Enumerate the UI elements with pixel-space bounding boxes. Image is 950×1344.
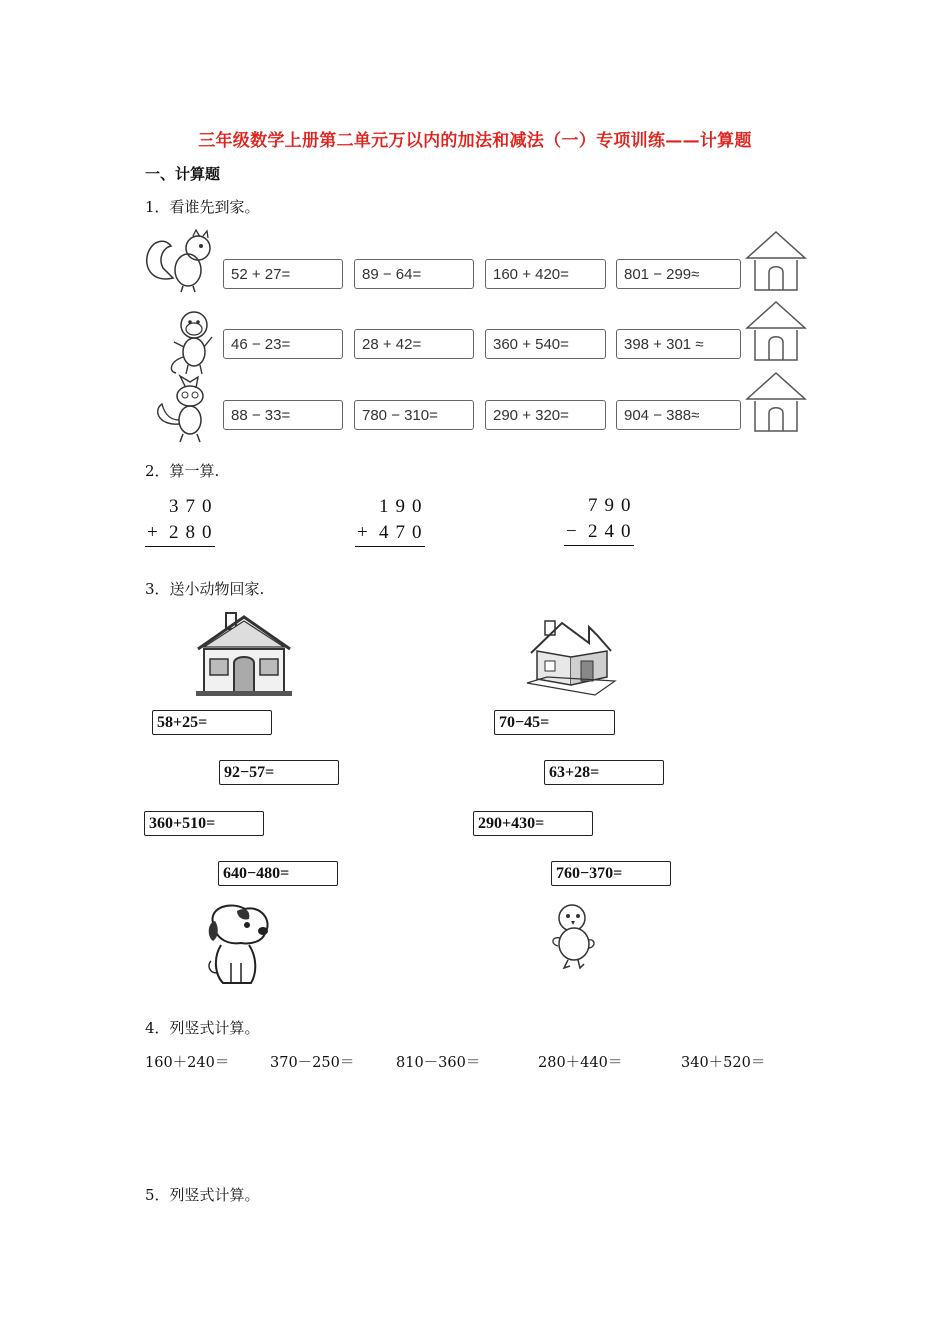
- expression-box[interactable]: 360+510=: [144, 811, 264, 836]
- calc-item: 340＋520＝: [681, 1055, 766, 1071]
- section-heading: 一、计算题: [145, 165, 221, 183]
- question-4-label: 4．列竖式计算。: [145, 1019, 260, 1037]
- bottom-number: 240: [588, 521, 638, 542]
- house-icon: [745, 371, 807, 433]
- answer-line: [355, 546, 425, 547]
- operator: +: [357, 522, 375, 543]
- expression-box[interactable]: 904 − 388≈: [616, 400, 741, 430]
- operator: +: [147, 522, 165, 543]
- expression-box[interactable]: 70−45=: [494, 710, 615, 735]
- top-number: 370: [169, 496, 219, 517]
- monkey-icon: [164, 307, 219, 377]
- fox-icon: [150, 376, 218, 444]
- operator: −: [566, 521, 584, 542]
- vertical-problem: [145, 496, 220, 548]
- expression-box[interactable]: 46 − 23=: [223, 329, 343, 359]
- question-2-label: 2．算一算.: [145, 462, 220, 480]
- expression-box[interactable]: 92−57=: [219, 760, 339, 785]
- expression-box[interactable]: 801 − 299≈: [616, 259, 741, 289]
- question-5-label: 5．列竖式计算。: [145, 1186, 260, 1204]
- top-number: 790: [588, 495, 638, 516]
- expression-box[interactable]: 780 − 310=: [354, 400, 474, 430]
- expression-box[interactable]: 290+430=: [473, 811, 593, 836]
- top-number: 190: [379, 496, 429, 517]
- answer-line: [564, 545, 634, 546]
- calc-item: 280＋440＝: [538, 1055, 623, 1071]
- vertical-problem: [355, 496, 430, 548]
- dog-icon: [203, 903, 273, 987]
- calc-item: 810－360＝: [396, 1055, 481, 1071]
- expression-box[interactable]: 290 + 320=: [485, 400, 606, 430]
- chick-icon: [548, 900, 598, 970]
- answer-line: [145, 546, 215, 547]
- expression-box[interactable]: 88 − 33=: [223, 400, 343, 430]
- bottom-number: 470: [379, 522, 429, 543]
- expression-box[interactable]: 760−370=: [551, 861, 671, 886]
- expression-box[interactable]: 52 + 27=: [223, 259, 343, 289]
- expression-box[interactable]: 360 + 540=: [485, 329, 606, 359]
- expression-box[interactable]: 63+28=: [544, 760, 664, 785]
- page-title: 三年级数学上册第二单元万以内的加法和减法（一）专项训练——计算题: [198, 131, 752, 151]
- expression-box[interactable]: 640−480=: [218, 861, 338, 886]
- expression-box[interactable]: 28 + 42=: [354, 329, 474, 359]
- squirrel-icon: [143, 228, 218, 294]
- bottom-number: 280: [169, 522, 219, 543]
- house-icon: [196, 611, 292, 697]
- house-icon: [745, 230, 807, 292]
- question-3-label: 3．送小动物回家.: [145, 580, 265, 598]
- calc-item: 160＋240＝: [145, 1055, 230, 1071]
- expression-box[interactable]: 58+25=: [152, 710, 272, 735]
- expression-box[interactable]: 89 − 64=: [354, 259, 474, 289]
- vertical-problem: [564, 495, 639, 547]
- expression-box[interactable]: 398 + 301 ≈: [616, 329, 741, 359]
- question-1-label: 1．看谁先到家。: [145, 198, 260, 216]
- calc-item: 370－250＝: [270, 1055, 355, 1071]
- house-icon: [745, 300, 807, 362]
- expression-box[interactable]: 160 + 420=: [485, 259, 606, 289]
- house-icon: [527, 617, 617, 697]
